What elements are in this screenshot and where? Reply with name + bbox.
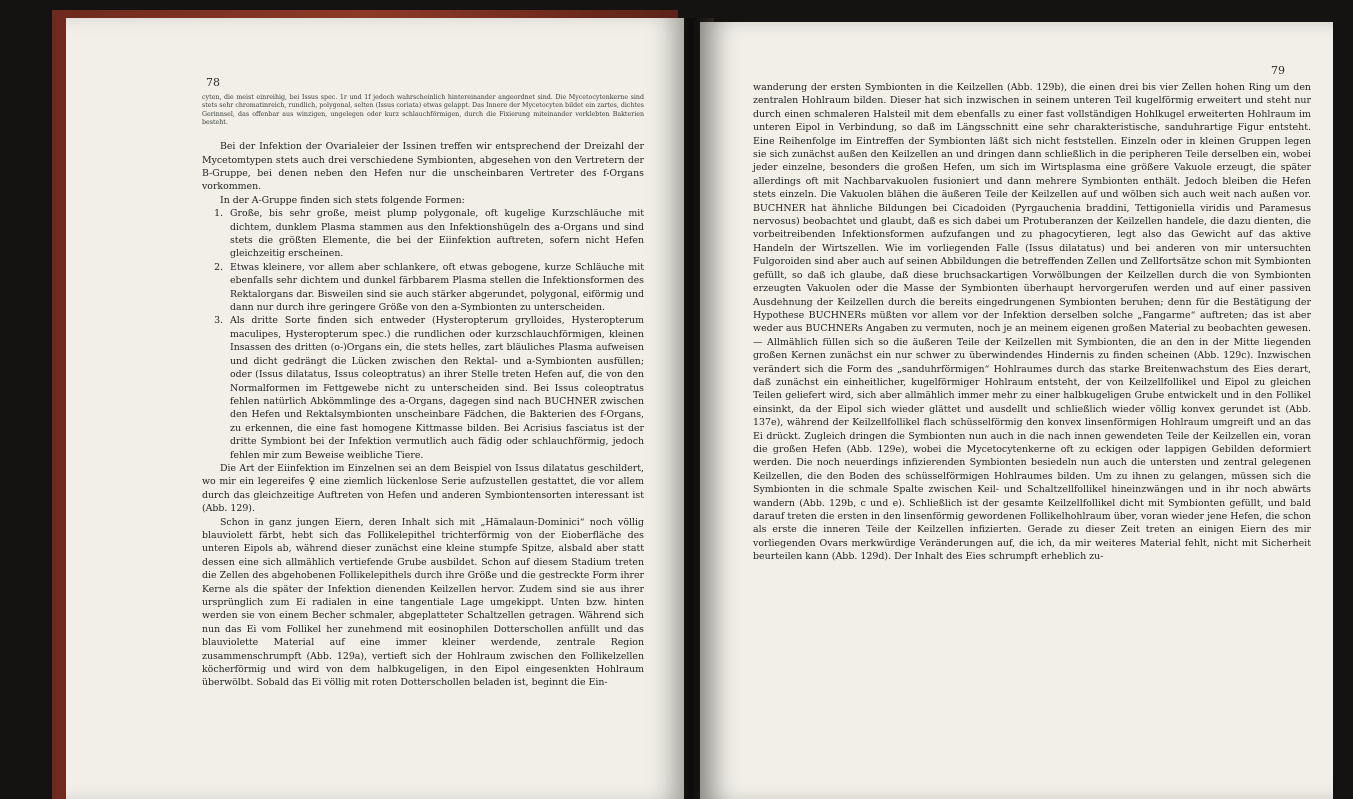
left-page bbox=[66, 18, 684, 799]
right-paragraph: wanderung der ersten Symbionten in die Keilzellen (Abb. 129b), die einen drei bis vier Zellen hohen Ring um den zentralen Hohlraum bilden. Dieser hat sich inzwischen in seinem unteren Teil kugelförmig erweitert und steht nur durch einen schmaleren Halsteil mit dem ebenfalls zu einer fast vollständigen Hohlkugel erweiterten Hohlraum im unteren Eipol in Verbindung, so daß im Längsschnitt eine sehr charakteristische, sanduhrartige Figur entsteht. Eine Reihenfolge im Eintreffen der Symbionten läßt sich nicht feststellen. Einzeln oder in kleinen Gruppen legen sie sich zunächst außen den Keilzellen an und dringen dann schließlich in die peripheren Teile derselben ein, wobei jeder einzelne, besonders die großen Hefen, um sich im Wirtsplasma eine größere Vakuole erzeugt, die später allerdings oft mit Nachbarvakuolen fusioniert und dann mehrere Symbionten enthält. Jedoch bleiben die Hefen stets einzeln. Die Vakuolen blähen die äußeren Teile der Keilzellen auf und wölben sich auch weit nach außen vor. BUCHNER hat ähnliche Bildungen bei Cicadoiden (Pyrgauchenia braddini, Tettigoniella viridis und Paramesus nervosus) beobachtet und glaubt, daß es sich dabei um Protuberanzen der Keilzellen handele, die dazu dienten, die vorbeitreibenden Infektionsformen aufzufangen und zu phagocytieren, legt also das Gewicht auf das aktive Handeln der Wirtszellen. Wie im vorliegenden Falle (Issus dilatatus) und bei anderen von mir untersuchten Fulgoroiden sind aber auch auf seinen Abbildungen die betreffenden Zellen und Zellfortsätze schon mit Symbionten gefüllt, so daß ich glaube, daß diese bruchsackartigen Vorwölbungen der Keilzellen durch die von Symbionten erzeugten Vakuolen oder die Masse der Symbionten überhaupt hervorgerufen werden und auf einer passiven Ausdehnung der Keilzellen durch die bereits eingedrungenen Symbionten beruhen; denn für die Bestätigung der Hypothese BUCHNERs müßten vor allem vor der Infektion derselben solche „Fangarme“ auftreten; das ist aber weder aus BUCHNERs Angaben zu vermuten, noch je an meinem eigenen großen Material zu beobachten gewesen. — Allmählich füllen sich so die äußeren Teile der Keilzellen mit Symbionten, die an den in der Mitte liegenden großen Kernen zunächst ein nur schwer zu überwindendes Hindernis zu finden scheinen (Abb. 129c). Inzwischen verändert sich die Form des „sanduhrförmigen“ Hohlraumes durch das starke Breitenwachstum des Eies derart, daß zunächst ein einheitlicher, kugelförmiger Hohlraum entsteht, der von Keilzellfollikel und Eipol zu gleichen Teilen geliefert wird, sich aber allmählich immer mehr zu einer halbkugeligen Grube entwickelt und in den Follikel einsinkt, da der Eipol sich wieder glättet und ausdellt und schließlich wieder völlig konvex gerundet ist (Abb. 137e), während der Keilzellfollikel flach schüsselförmig den konvex linsenförmigen Hohlraum umgreift und an das Ei drückt. Zugleich dringen die Symbionten nun auch in die nach innen gewendeten Teile der Keilzellen ein, voran die großen Hefen (Abb. 129e), wobei die Mycetocytenkerne oft zu eckigen oder lappigen Gebilden deformiert werden. Die noch neuerdings infizierenden Symbionten besiedeln nun auch die untersten und zentral gelegenen Keilzellen, die den Boden des schüsselförmigen Hohlraumes bilden. Um zu ihnen zu gelangen, müssen sich die Symbionten in die schmale Spalte zwischen Keil- und Schaltzellfollikel hineinzwängen und in ihr noch abwärts wandern (Abb. 129b, c und e). Schließlich ist der gesamte Keilzellfollikel dicht mit Symbionten gefüllt, und bald darauf treten die ersten in den linsenförmig gewordenen Follikelhohlraum über, voran wieder jene Hefen, die schon als erste die inneren Teile der Keilzellen infizierten. Gerade zu dieser Zeit treten an einigen Eiern des mir vorliegenden Ovars merkwürdige Veränderungen auf, die ich, da mir weiteres Material fehlt, nicht mit Sicherheit beurteilen kann (Abb. 129d). Der Inhalt des Eies schrumpft erheblich zu- bbox=[753, 82, 1311, 563]
form-item-2: 2. Etwas kleinere, vor allem aber schlankere, oft etwas gebogene, kurze Schläuche mit ebenfalls sehr dichtem und dunkel färbbarem Plasma stellen die Infektionsformen des Rektalorgans dar. Bisweilen sind sie auch stärker abgerundet, polygonal, eiförmig und dann nur durch ihre geringere Größe von den a-Symbionten zu unterscheiden. bbox=[226, 261, 644, 315]
forms-list bbox=[202, 207, 644, 462]
form-item-3: 3. Als dritte Sorte finden sich entweder (Hysteropterum grylloides, Hysteropterum maculipes, Hysteropterum spec.) die rundlichen oder kurzschlauchförmigen, kleinen Insassen des dritten (o-)Organs ein, die stets helles, zart bläuliches Plasma aufweisen und dicht gedrängt die Lücken zwischen den Rektal- und a-Symbionten ausfüllen; oder (Issus dilatatus, Issus coleoptratus) an ihrer Stelle treten Hefen auf, die von den Normalformen im Fettgewebe nicht zu unterscheiden sind. Bei Issus coleoptratus fehlen natürlich Abkömmlinge des a-Organs, dagegen sind nach BUCHNER zwischen den Hefen und Rektalsymbionten unscheinbare Fädchen, die Bakterien des f-Organs, zu erkennen, die eine fast homogene Kittmasse bilden. Bei Acrisius fasciatus ist der dritte Symbiont bei der Infektion vermutlich auch fädig oder schlauchförmig, jedoch fehlen mir zum Beweise weibliche Tiere. bbox=[226, 314, 644, 461]
form-item-1: 1. Große, bis sehr große, meist plump polygonale, oft kugelige Kurzschläuche mit dichtem, dunklem Plasma stammen aus den Infektionshügeln des a-Organs und sind stets die größten Elemente, die bei der Eiinfektion auftreten, sofern nicht Hefen gleichzeitig erscheinen. bbox=[226, 207, 644, 261]
footnote-text: cyten, die meist einreihig, bei Issus spec. 1r und 1f jedoch wahrscheinlich hintereinander angeordnet sind. Die Mycetocytenkerne sind stets sehr chromatinreich, rundlich, polygonal, selten (Issus coriata) etwas gelappt. Das Innere der Mycetocyten bildet ein zartes, dichtes Gerinnsel, das offenbar aus winzigen, ungelegen oder kurz schlauchförmigen, durch die Fixierung miteinander verklebten Bakterien besteht. bbox=[202, 94, 644, 126]
intro-paragraph: Bei der Infektion der Ovarialeier der Issinen treffen wir entsprechend der Dreizahl der Mycetomtypen stets auch drei verschiedene Symbionten, abgesehen von den Vertretern der B-Gruppe, bei denen neben den Hefen nur die unscheinbaren Vertreter des f-Organs vorkommen. bbox=[202, 141, 644, 193]
page-number-left: 78 bbox=[206, 76, 220, 89]
right-page-body bbox=[753, 81, 1311, 564]
group-sentence: In der A-Gruppe finden sich stets folgende Formen: bbox=[220, 194, 465, 206]
left-page-body bbox=[202, 94, 644, 690]
paragraph-young-eggs: Schon in ganz jungen Eiern, deren Inhalt sich mit „Hämalaun-Dominici“ noch völlig blauviolett färbt, hebt sich das Follikelepithel trichterförmig von der Eioberfläche des unteren Eipols ab, während dieser zunächst eine kleine stumpfe Spitze, alsbald aber statt dessen eine sich allmählich vertiefende Grube ausbildet. Schon auf diesem Stadium treten die Zellen des abgehobenen Follikelepithels durch ihre Größe und die gestreckte Form ihrer Kerne als die später der Infektion dienenden Keilzellen hervor. Zudem sind sie aus ihrer ursprünglich zum Ei radialen in eine tangentiale Lage umgekippt. Unten bzw. hinten werden sie von einem Becher schmaler, abgeplatteter Schaltzellen getragen. Während sich nun das Ei vom Follikel her zunehmend mit eosinophilen Dotterschollen anfüllt und das blauviolette Material auf eine immer kleiner werdende, zentrale Region zusammenschrumpft (Abb. 129a), vertieft sich der Hohlraum zwischen den Follikelzellen köcherförmig und wird von dem halbkugeligen, in den Eipol eingesenkten Hohlraum überwölbt. Sobald das Ei völlig mit roten Dotterschollen beladen ist, beginnt die Ein- bbox=[202, 516, 644, 689]
right-page bbox=[700, 22, 1333, 799]
page-number-right: 79 bbox=[1271, 64, 1285, 77]
paragraph-infection-method: Die Art der Eiinfektion im Einzelnen sei an dem Beispiel von Issus dilatatus geschildert, wo mir ein legereifes ♀ eine ziemlich lückenlose Serie aufzustellen gestattet, die vor allem durch das gleichzeitige Auftreten von Hefen und anderen Symbiontensorten interessant ist (Abb. 129). bbox=[202, 462, 644, 515]
